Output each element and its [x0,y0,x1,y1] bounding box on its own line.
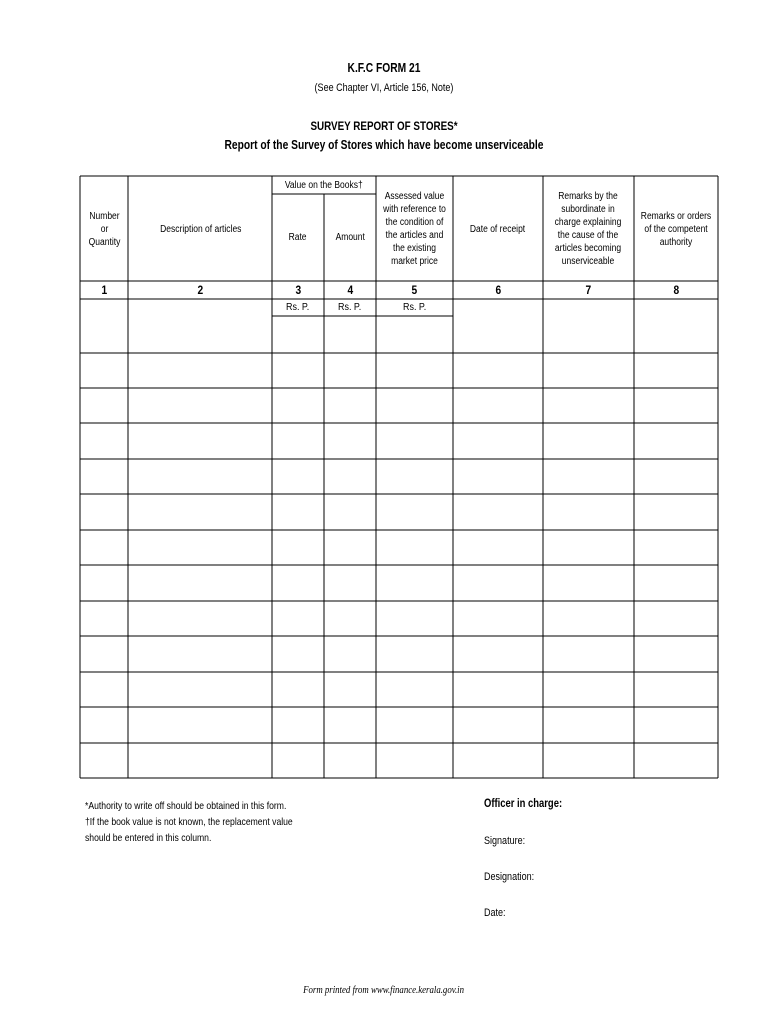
date-label: Date: [484,907,506,919]
table-row [81,566,717,600]
header-remarks-authority: Remarks or orders of the competent authority [640,210,712,248]
column-number-3: 3 [295,282,301,297]
table-row [81,744,717,777]
header-rate: Rate [289,231,307,243]
table-row [81,637,717,671]
currency-label-assessed: Rs. P. [402,301,427,313]
table-row [81,424,717,458]
column-number-7: 7 [585,282,591,297]
table-row [81,602,717,635]
officer-in-charge-heading: Officer in charge: [484,798,563,810]
footnote-authority: *Authority to write off should be obtained in this form. [85,800,287,812]
footnote-book-value: †If the book value is not known, the replacement value [85,816,293,828]
header-remarks-subordinate: Remarks by the subordinate in charge explaining the cause of the articles becoming unserviceable [554,191,622,267]
header-date-of-receipt: Date of receipt [470,223,526,235]
form-subtitle: Report of the Survey of Stores which have become unserviceable [224,138,544,152]
footnotes [85,798,338,846]
header-description: Description of articles [159,223,242,235]
header-amount: Amount [335,231,365,243]
header-value-on-books: Value on the Books† [285,179,363,191]
table-row [81,495,717,529]
column-number-4: 4 [347,282,353,297]
currency-label-amount: Rs. P. [338,301,362,313]
column-number-6: 6 [495,282,501,297]
currency-label-rate: Rs. P. [286,301,310,313]
column-number-8: 8 [673,282,679,297]
printed-from-footer: Form printed from www.finance.kerala.gov.in [303,984,465,996]
column-number-1: 1 [101,282,108,297]
form-title: SURVEY REPORT OF STORES* [310,119,458,133]
column-number-5: 5 [411,282,418,297]
header-assessed-value: Assessed value with reference to the condition of the articles and the existing market price [383,190,446,267]
table-row [81,531,717,564]
column-number-2: 2 [197,282,204,297]
table-row [81,673,717,706]
table-row [81,354,717,387]
form-number: K.F.C FORM 21 [347,61,421,75]
header-number-quantity: Number or Quantity [88,210,121,248]
table-row [81,389,717,422]
footnote-book-value-cont: should be entered in this column. [85,832,212,844]
signature-label: Signature: [484,835,526,847]
table-row [81,708,717,742]
form-reference: (See Chapter VI, Article 156, Note) [314,82,454,94]
table-row [81,460,717,493]
designation-label: Designation: [484,871,535,883]
